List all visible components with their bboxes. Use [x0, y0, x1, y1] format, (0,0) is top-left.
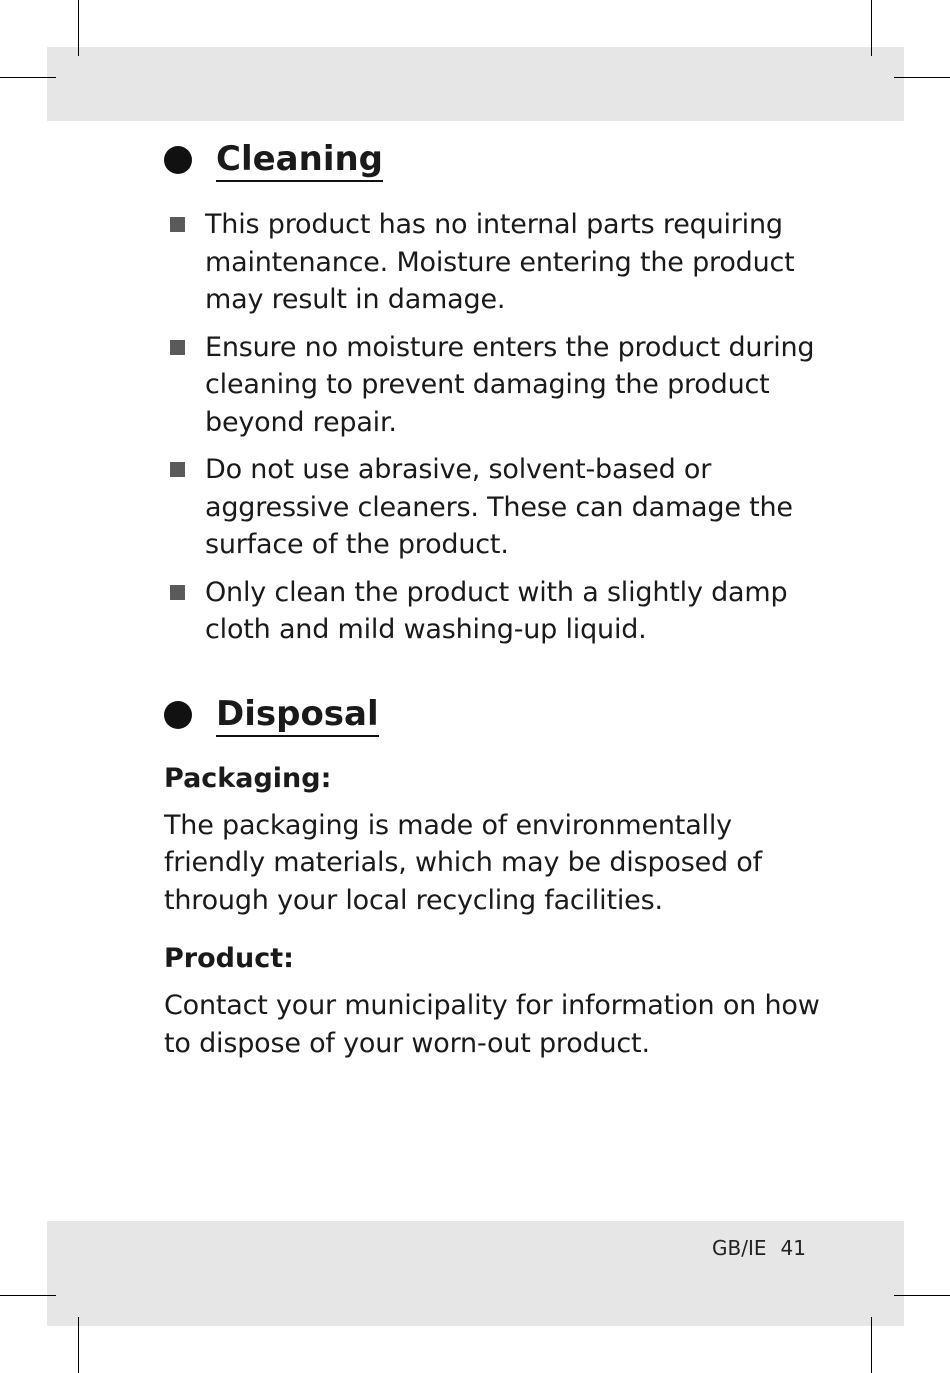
crop-mark-top-right-h: [894, 77, 950, 78]
page-content: [164, 138, 824, 1062]
square-bullet-icon: [170, 217, 185, 232]
disposal-section-title: [164, 693, 824, 737]
page-number: 41: [780, 1236, 806, 1260]
section-bullet-icon: [164, 701, 192, 729]
square-bullet-icon: [170, 340, 185, 355]
region-label: GB/IE: [712, 1236, 767, 1260]
crop-mark-bottom-right-h: [894, 1295, 950, 1296]
packaging-text: The packaging is made of environmentally friendly materials, which may be disposed of through your local recycling facilities.: [164, 809, 762, 916]
disposal-heading: Disposal: [216, 693, 379, 737]
list-item: [164, 451, 824, 564]
list-item: [164, 206, 824, 319]
crop-mark-top-right-v: [871, 0, 872, 56]
list-item-text: Do not use abrasive, solvent-based or aggressive cleaners. These can damage the surface of the product.: [205, 454, 793, 560]
list-item-text: Ensure no moisture enters the product during cleaning to prevent damaging the product beyond repair.: [205, 331, 815, 438]
crop-mark-bottom-left-v: [78, 1317, 79, 1373]
product-text: Contact your municipality for information on how to dispose of your worn-out product.: [164, 990, 820, 1059]
crop-mark-top-left-v: [78, 0, 79, 56]
square-bullet-icon: [170, 585, 185, 600]
crop-mark-bottom-right-v: [871, 1317, 872, 1373]
cleaning-list: [164, 206, 824, 649]
list-item: [164, 329, 824, 442]
crop-mark-bottom-left-h: [0, 1295, 56, 1296]
list-item: [164, 574, 824, 649]
square-bullet-icon: [170, 462, 185, 477]
packaging-heading: Packaging:: [164, 762, 332, 794]
cleaning-section-title: [164, 138, 824, 182]
section-bullet-icon: [164, 146, 192, 174]
list-item-text: This product has no internal parts requiring maintenance. Moisture entering the product may result in damage.: [205, 209, 795, 315]
header-band: [47, 47, 904, 121]
list-item-text: Only clean the product with a slightly damp cloth and mild washing-up liquid.: [205, 576, 788, 645]
page-footer: [712, 1236, 806, 1260]
crop-mark-top-left-h: [0, 77, 56, 78]
cleaning-heading: Cleaning: [216, 138, 383, 182]
product-heading: Product:: [164, 943, 294, 974]
